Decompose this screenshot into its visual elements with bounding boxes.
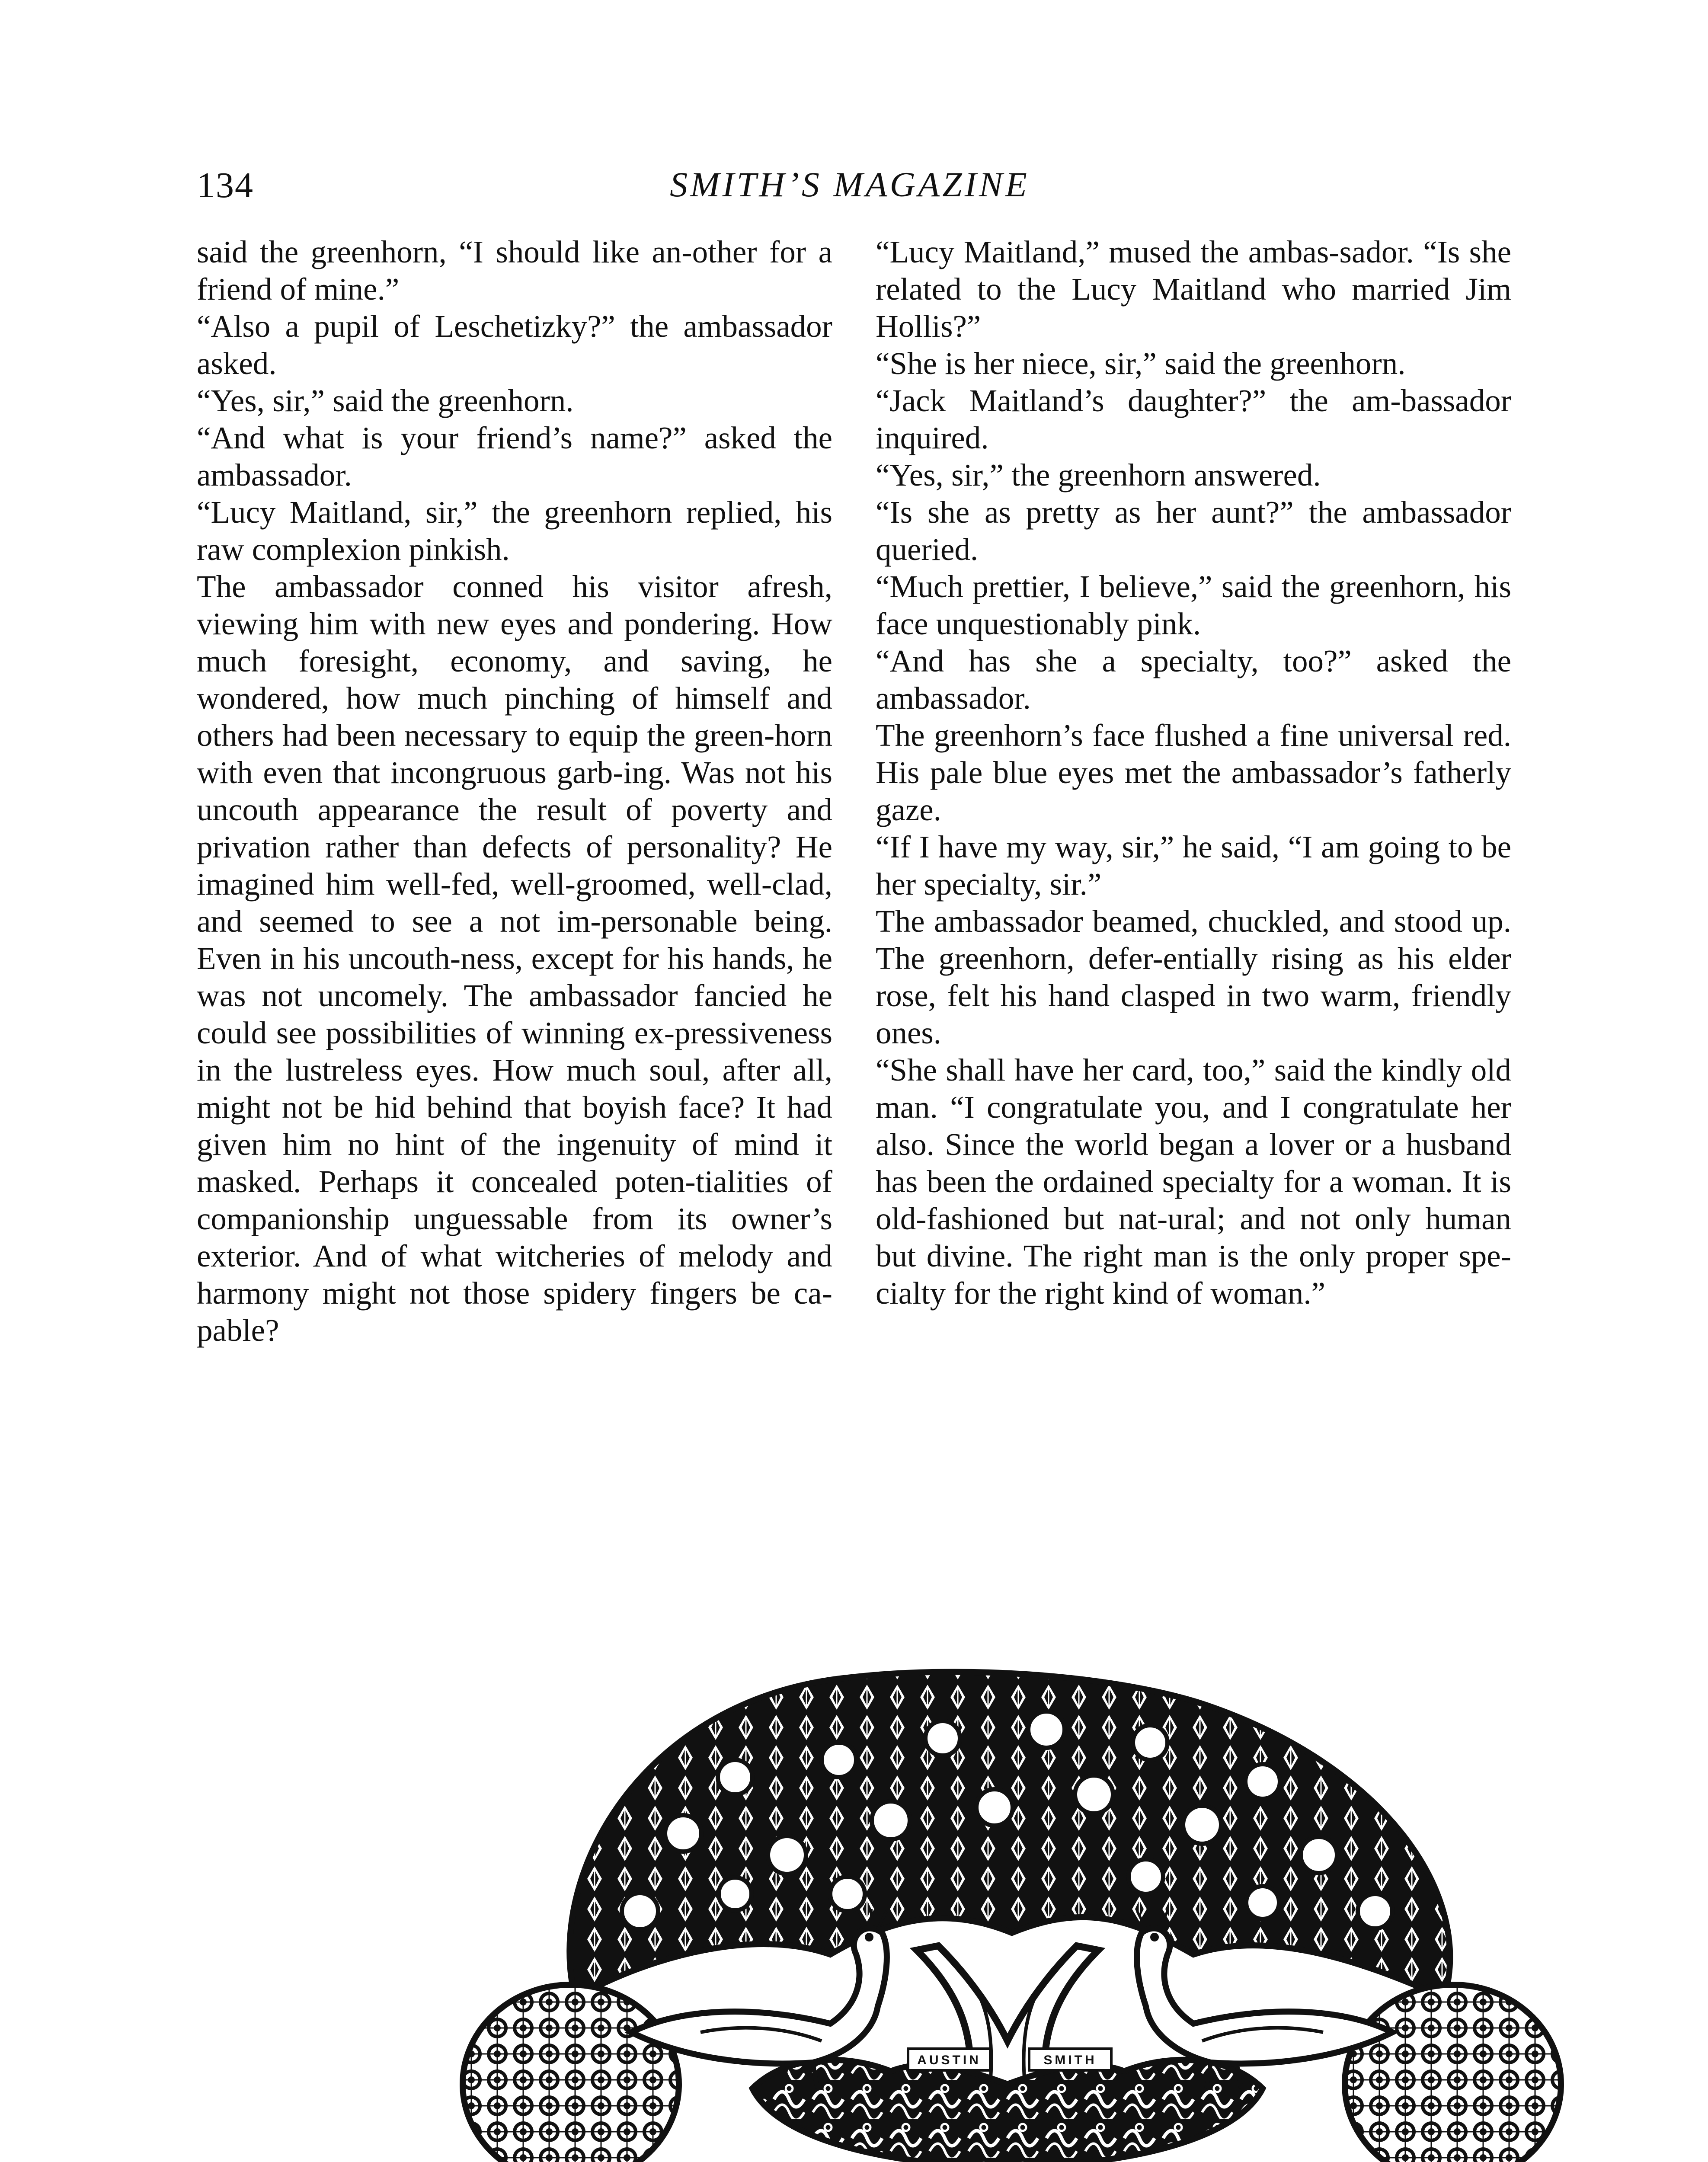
paragraph: “Jack Maitland’s daughter?” the am-bassador inquired. [876,383,1511,455]
paragraph: “Much prettier, I believe,” said the greenhorn, his face unquestionably pink. [876,569,1511,641]
paragraph: “Is she as pretty as her aunt?” the ambassador queried. [876,495,1511,567]
tree-canopy [569,1672,1450,1998]
right-column [876,233,1511,1312]
paragraph: “And has she a specialty, too?” asked the ambassador. [876,643,1511,716]
paragraph: “If I have my way, sir,” he said, “I am going to be her specialty, sir.” [876,829,1511,902]
paragraph: The ambassador beamed, chuckled, and stood up. The greenhorn, defer-entially rising as his elder rose, felt his hand clasped in two warm, friendly ones. [876,904,1511,1050]
paragraph: “Also a pupil of Leschetizky?” the ambassador asked. [197,309,832,381]
right-peacock-tail [1345,1985,1561,2162]
paragraph: The greenhorn’s face flushed a fine universal red. His pale blue eyes met the ambassador’s fatherly gaze. [876,718,1511,827]
paragraph: “Lucy Maitland, sir,” the greenhorn replied, his raw complexion pinkish. [197,495,832,567]
paragraph: “Lucy Maitland,” mused the ambas-sador. “Is she related to the Lucy Maitland who married Jim Hollis?” [876,234,1511,344]
magazine-title: SMITH’S MAGAZINE [670,165,1030,204]
paragraph: The ambassador conned his visitor afresh, viewing him with new eyes and pondering. How much foresight, economy, and saving, he wondered, how much pinching of himself and others had been necessary to equip the green-horn with even that incongruous garb-ing. Was not his uncouth appearance the result of poverty and privation rather than defects of personality? He imagined him well-fed, well-groomed, well-clad, and seemed to see a not im-personable being. Even in his uncouth-ness, except for his hands, he was not uncomely. The ambassador fancied he could see possibilities of winning ex-pressiveness in the lustreless eyes. How much soul, after all, might not be hid behind that boyish face? It had given him no hint of the ingenuity of mind it masked. Perhaps it concealed poten-tialities of companionship unguessable from its owner’s exterior. And of what witcheries of melody and harmony might not those spidery fingers be ca-pable? [197,569,832,1348]
paragraph: said the greenhorn, “I should like an-other for a friend of mine.” [197,234,832,307]
paragraph: “She is her niece, sir,” said the greenhorn. [876,346,1406,381]
paragraph: “Yes, sir,” said the greenhorn. [197,383,574,418]
page-number: 134 [197,165,254,205]
tree-peacock-illustration [458,1652,1565,2162]
signature-right: SMITH [1043,2053,1097,2067]
paragraph: “And what is your friend’s name?” asked the ambassador. [197,420,832,493]
paragraph: “Yes, sir,” the greenhorn answered. [876,457,1321,493]
left-peacock-tail [463,1985,679,2162]
left-column [197,233,832,1349]
running-head [197,164,1503,212]
paragraph: “She shall have her card, too,” said the kindly old man. “I congratulate you, and I congratulate her also. Since the world began a lover or a husband has been the ordained specialty for a woman. It is old-fashioned but nat-ural; and not only human but divine. The right man is the only proper spe-cialty for the right kind of woman.” [876,1052,1511,1311]
signature-left: AUSTIN [917,2053,981,2067]
